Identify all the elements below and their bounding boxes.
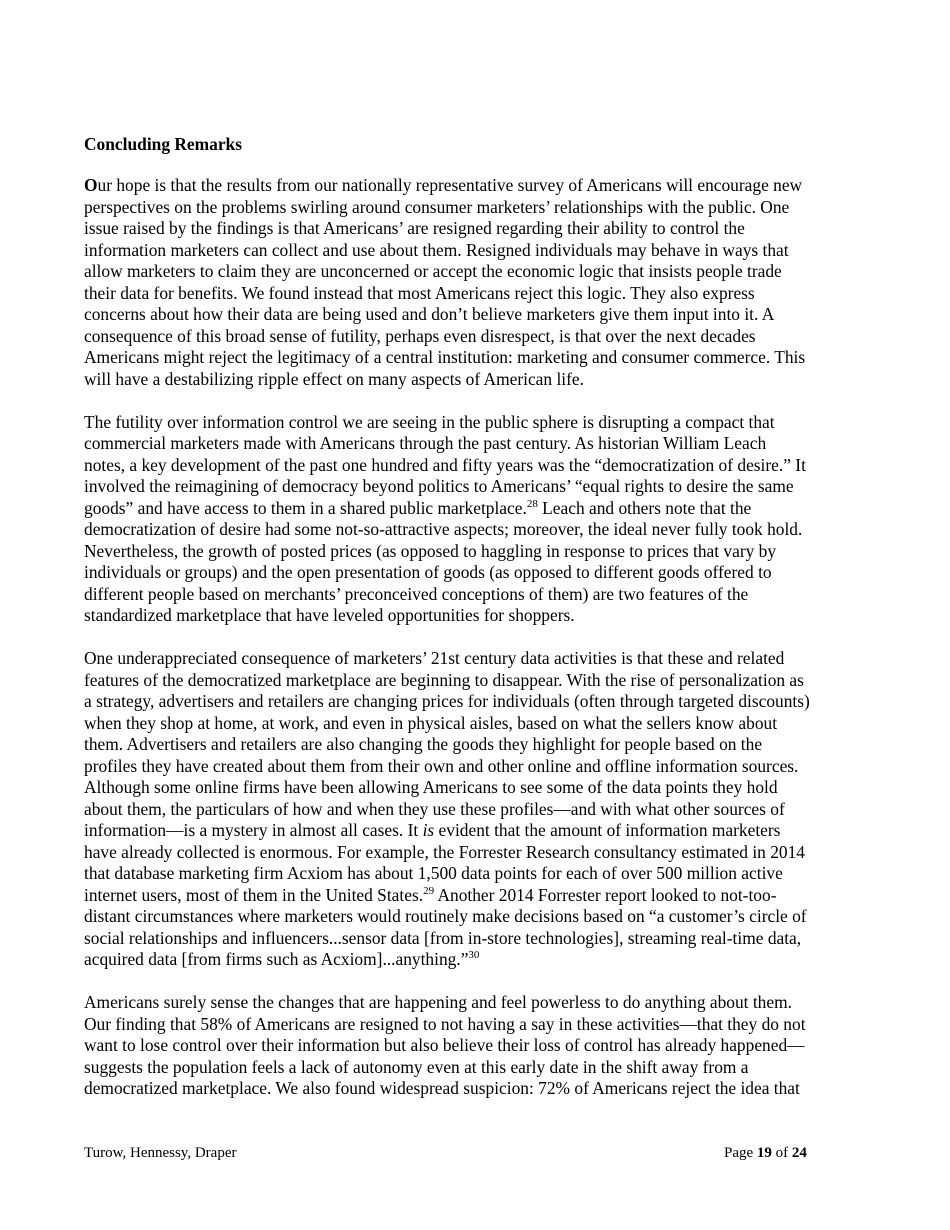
- paragraph-line: a strategy, advertisers and retailers are changing prices for individuals (often through targeted discounts): [84, 691, 810, 711]
- paragraph-line: acquired data [from firms such as Acxiom]...anything.”$^{30}$: [84, 949, 480, 969]
- paragraph-line: democratization of desire had some not-so-attractive aspects; moreover, the ideal never fully took hold.: [84, 519, 803, 539]
- paragraph-line: about them, the particulars of how and when they use these profiles—and with what other sources of: [84, 798, 785, 819]
- paragraph-line: when they shop at home, at work, and even in physical aisles, based on what the sellers know about: [84, 712, 778, 733]
- paragraph-line: internet users, most of them in the United States.$^{29}$ Another 2014 Forrester report looked to not-too-: [84, 884, 777, 905]
- paragraph-line: concerns about how their data are being used and don’t believe marketers give them input into it. A: [84, 304, 775, 324]
- paragraph-line: different people based on merchants’ preconceived conceptions of them) are two features of the: [84, 583, 749, 604]
- paragraph-line: perspectives on the problems swirling around consumer marketers’ relationships with the public. One: [84, 196, 790, 217]
- paragraph-line: suggests the population feels a lack of autonomy even at this early date in the shift away from a: [84, 1056, 749, 1077]
- paragraph-line: issue raised by the findings is that Americans’ are resigned regarding their ability to control the: [84, 218, 745, 238]
- footnote-ref-28: 28: [526, 497, 538, 510]
- paragraph-line: involved the reimagining of democracy beyond politics to Americans’ “equal rights to desire the same: [84, 476, 794, 496]
- paragraph-line: will have a destabilizing ripple effect on many aspects of American life.: [84, 368, 584, 389]
- current-page: 19: [756, 1145, 772, 1161]
- paragraph-line: allow marketers to claim they are unconcerned or accept the economic logic that insists people trade: [84, 261, 782, 281]
- paragraph-line: goods” and have access to them in a shared public marketplace.$^{28}$ Leach and others note that the: [84, 497, 752, 518]
- paragraph-line: features of the democratized marketplace are beginning to disappear. With the rise of personalization as: [84, 669, 804, 690]
- paragraph-line: notes, a key development of the past one hundred and fifty years was the “democratization of desire.” It: [84, 454, 806, 475]
- paragraph-line: their data for benefits. We found instead that most Americans reject this logic. They also express: [84, 282, 755, 303]
- paragraph-line: information marketers can collect and use about them. Resigned individuals may behave in ways that: [84, 239, 789, 260]
- paragraph-2: [84, 412, 869, 627]
- document-body: [84, 132, 869, 1121]
- paragraph-line: distant circumstances where marketers would routinely make decisions based on “a customer’s circle of: [84, 906, 807, 926]
- paragraph-line: want to lose control over their information but also believe their loss of control has already happened—: [84, 1035, 805, 1055]
- paragraph-line: that database marketing firm Acxiom has about 1,500 data points for each of over 500 million active: [84, 863, 783, 883]
- section-heading: Concluding Remarks: [84, 134, 242, 154]
- paragraph-line: social relationships and influencers...sensor data [from in-store technologies], streaming real-time data,: [84, 927, 802, 948]
- paragraph-line: The futility over information control we are seeing in the public sphere is disrupting a compact that: [84, 411, 775, 432]
- paragraph-line: Americans surely sense the changes that are happening and feel powerless to do anything about them.: [84, 992, 792, 1012]
- paragraph-1: [84, 175, 869, 390]
- paragraph-line: individuals or groups) and the open presentation of goods (as opposed to different goods offered to: [84, 562, 772, 582]
- footnote-ref-30: 30: [468, 949, 480, 962]
- paragraph-line: have already collected is enormous. For example, the Forrester Research consultancy estimated in 2014: [84, 841, 805, 862]
- paragraph-line: consequence of this broad sense of futility, perhaps even disrespect, is that over the next decades: [84, 325, 756, 346]
- paragraph-line: Nevertheless, the growth of posted prices (as opposed to haggling in response to prices that vary by: [84, 540, 777, 561]
- footer-authors: Turow, Hennessy, Draper: [84, 1145, 237, 1161]
- paragraph-line: Americans might reject the legitimacy of a central institution: marketing and consumer commerce. This: [84, 347, 806, 367]
- drop-cap: O: [84, 175, 98, 195]
- paragraph-line: democratized marketplace. We also found widespread suspicion: 72% of Americans reject the idea that: [84, 1078, 800, 1098]
- footnote-ref-29: 29: [423, 884, 435, 897]
- paragraph-line: profiles they have created about them from their own and other online and offline information sources.: [84, 755, 799, 776]
- paragraph-line: information—is a mystery in almost all cases. It is evident that the amount of information marketers: [84, 820, 781, 840]
- paragraph-line: Our hope is that the results from our nationally representative survey of Americans will encourage new: [84, 175, 803, 195]
- paragraph-line: One underappreciated consequence of marketers’ 21st century data activities is that these and related: [84, 648, 785, 668]
- total-pages: 24: [791, 1145, 807, 1161]
- paragraph-line: Although some online firms have been allowing Americans to see some of the data points they hold: [84, 777, 778, 797]
- footer-page-number: Page 19 of 24: [724, 1145, 807, 1161]
- paragraph-line: them. Advertisers and retailers are also changing the goods they highlight for people based on the: [84, 734, 763, 754]
- paragraph-4: [84, 992, 869, 1100]
- paragraph-line: commercial marketers made with Americans through the past century. As historian William Leach: [84, 433, 767, 453]
- italic-emphasis: is: [422, 820, 435, 840]
- paragraph-line: Our finding that 58% of Americans are resigned to not having a say in these activities—that they do not: [84, 1013, 806, 1034]
- paragraph-3: [84, 648, 869, 971]
- paragraph-line: standardized marketplace that have leveled opportunities for shoppers.: [84, 605, 575, 625]
